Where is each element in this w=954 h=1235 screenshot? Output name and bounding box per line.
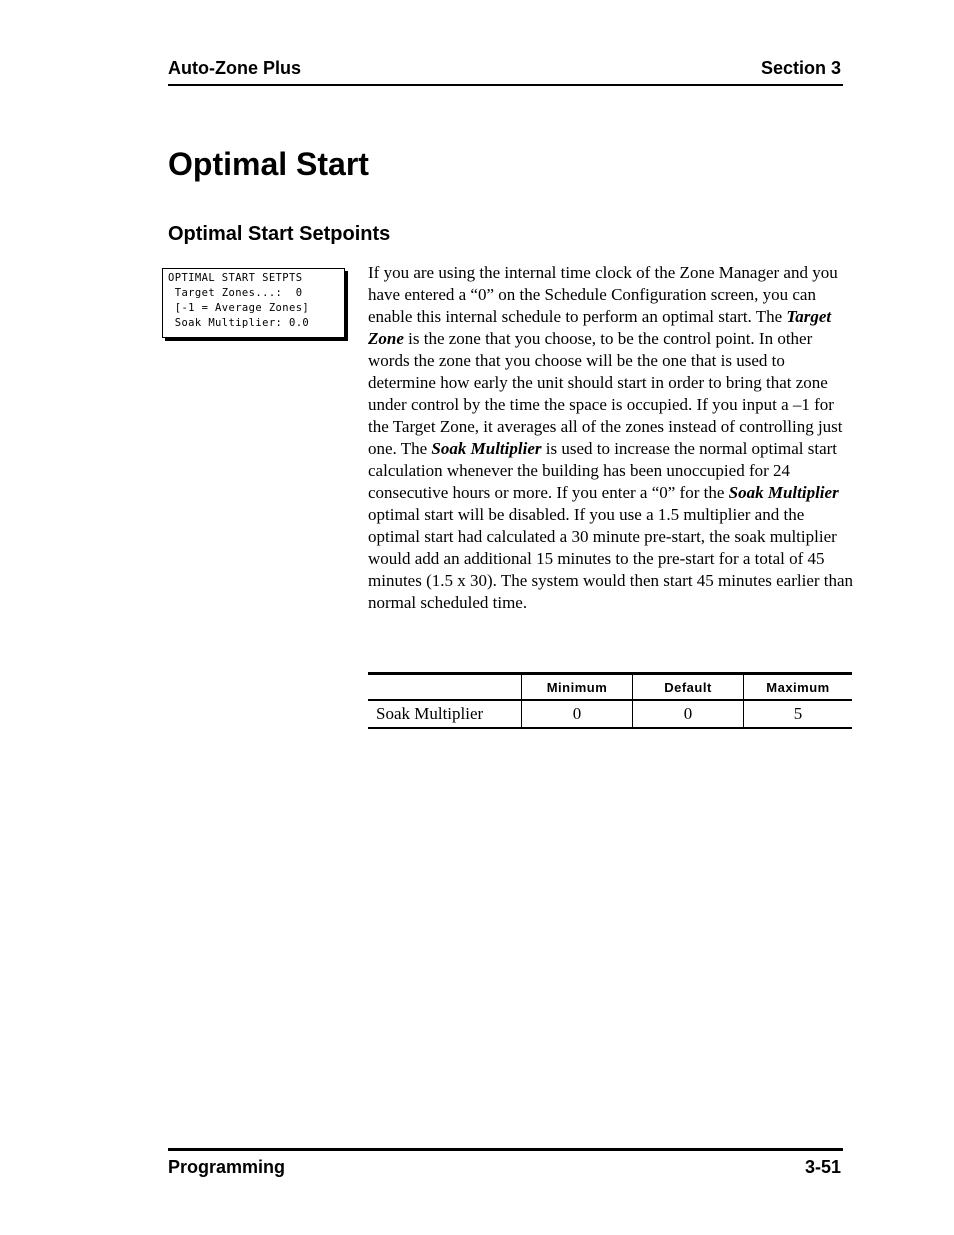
table-cell-maximum: 5: [744, 700, 853, 728]
table-header-default: Default: [633, 674, 744, 701]
footer-chapter: Programming: [168, 1157, 286, 1177]
header-manual-title: Auto-Zone Plus: [168, 58, 301, 78]
term-soak-multiplier-2: Soak Multiplier: [728, 483, 839, 502]
footer-page-number: 3-51: [804, 1157, 841, 1177]
table-cell-default: 0: [633, 700, 744, 728]
setpoint-range-table: [368, 672, 852, 729]
section-subtitle: Optimal Start Setpoints: [168, 223, 391, 245]
body-text-1: If you are using the internal time clock of the Zone Manager and you have entered a “0” on the Schedule Configuration screen, you can enable this internal schedule to perform an optimal start. The: [368, 263, 838, 326]
body-text-3: is used to increase the normal optimal start calculation whenever the building has been unoccupied for 24 consecutive hours or more. If you enter a “0” for the: [368, 439, 838, 502]
table-cell-label: Soak Multiplier: [376, 704, 484, 723]
lcd-line-3: [-1 = Average Zones]: [168, 302, 310, 314]
lcd-line-1: OPTIMAL START SETPTS: [168, 272, 303, 284]
term-target-zone: Target Zone: [368, 307, 832, 348]
body-paragraph: [368, 262, 854, 614]
table-header-maximum: Maximum: [744, 674, 853, 701]
term-soak-multiplier: Soak Multiplier: [431, 439, 542, 458]
table-row: [368, 700, 852, 728]
page-header: [168, 58, 843, 86]
page-footer: [168, 1148, 843, 1181]
table-header-blank: [368, 674, 522, 701]
lcd-screen-illustration: [162, 268, 345, 338]
lcd-line-2: Target Zones...: 0: [168, 287, 303, 299]
body-text-2: is the zone that you choose, to be the control point. In other words the zone that you choose will be the one that is used to determine how early the unit should start in order to bring that zone under control by the time the space is occupied. If you input a –1 for the Target Zone, it averages all of the zones instead of controlling just one. The: [368, 329, 843, 458]
table-header-minimum: Minimum: [522, 674, 633, 701]
header-section: Section 3: [760, 58, 841, 78]
body-text-4: optimal start will be disabled. If you use a 1.5 multiplier and the optimal start had calculated a 30 minute pre-start, the soak multiplier would add an additional 15 minutes to the pre-start for a total of 45 minutes (1.5 x 30). The system would then start 45 minutes earlier than normal scheduled time.: [368, 505, 854, 612]
table-cell-minimum: 0: [522, 700, 633, 728]
page-title: Optimal Start: [168, 146, 369, 182]
table-header-row: [368, 674, 852, 701]
lcd-line-4: Soak Multiplier: 0.0: [168, 317, 310, 329]
